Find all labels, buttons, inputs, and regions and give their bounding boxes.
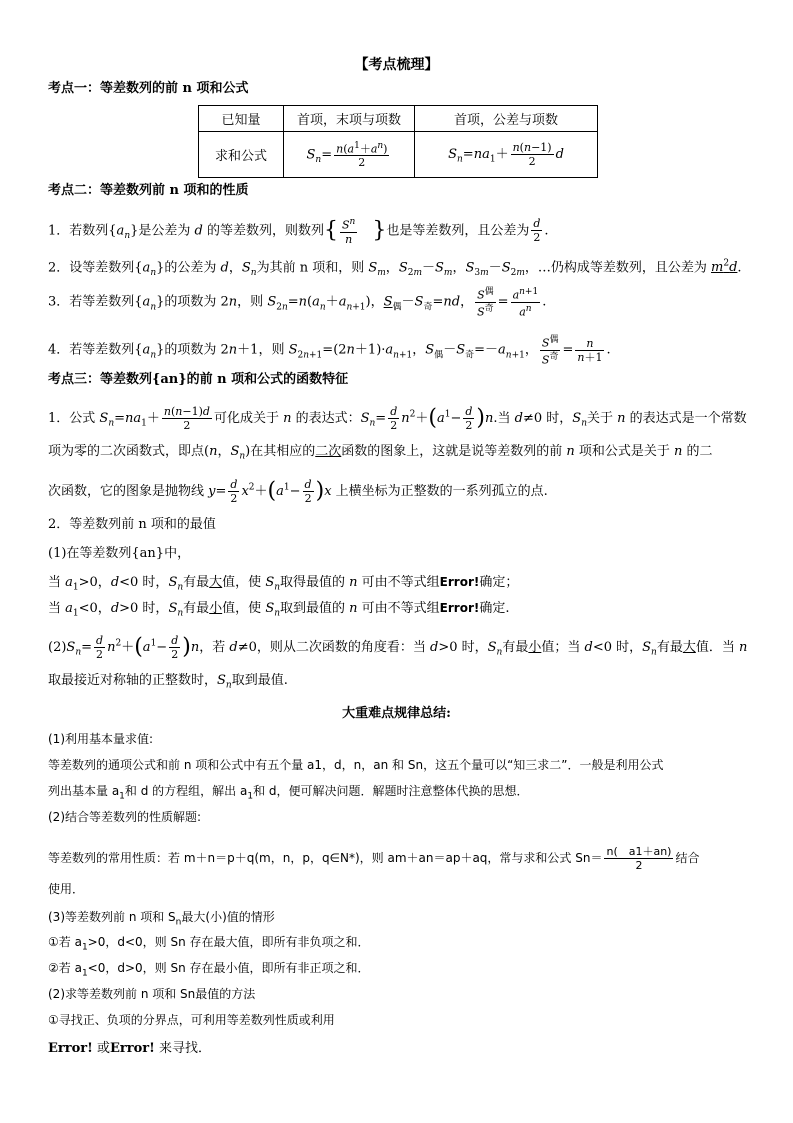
kp3-p1-line3: 次函数，它的图象是抛物线 y= $\frac{d}{2}$ $x^2+(a^1-$ $\frac{d}{2}$ )x 上横坐标为正整数的一系列孤立的点.: [48, 478, 548, 505]
summary-s4-b: Error! 或Error! 来寻找．: [48, 1041, 211, 1056]
kp3-p2-case1: 当 $a_1>0$，d<0 时，$S_n$有最大值，使 $S_n$取得最值的 n 可由不等式组Error!确定；: [48, 575, 519, 593]
kp2-item2: 2．设等差数列$\{a_n\}$的公差为 d，$S_n$为其前 n 项和，则 $S_m$，$S_{2m}-S_m$，$S_{3m}-S_{2m}$，…仍构成等差数列，且公差为 $m^2d$.: [48, 259, 742, 278]
kp1-heading: 考点一：等差数列的前 n 项和公式: [48, 81, 249, 96]
summary-s3-a: ①若 $a_1>0$，d<0，则 Sn 存在最大值，即所有非负项之和．: [48, 935, 370, 953]
summary-s4-a: ①寻找正、负项的分界点，可利用等差数列性质或利用: [48, 1013, 335, 1027]
summary-s2-text-line2: 使用．: [48, 882, 85, 896]
kp2-item3: 3．若等差数列$\{a_n\}$的项数为 2n，则 $S_{2n}=n(a_n+a_{n+1})$，$S_偶-S_奇=nd$， $\frac{S^偶}{S^奇}$ = $\frac{a^{n+1}}{a^n}$ .: [48, 287, 547, 319]
kp3-p1-line1: 1．公式 $S_n=na_1+$ $\frac{n(n-1)d}{2}$ 可化成关于 n 的表达式：$S_n=$ $\frac{d}{2}$ $n^2+(a^1-$ $\frac{d}{2}$ )n.当 d≠0 时，$S_n$关于 n 的表达式是一个常数: [48, 405, 747, 432]
kp3-p2-sub2-line2: 取最接近对称轴的正整数时，$S_n$取到最值.: [48, 673, 288, 691]
table-header-first-last: 首项，末项与项数: [284, 106, 415, 132]
summary-s1-text-line2: 列出基本量 $a_1$和 d 的方程组，解出 $a_1$和 d，便可解决问题．解题时注意整体代换的思想．: [48, 784, 529, 802]
formula-cell-2: $S_n=na_1+$ $\frac{n(n-1)}{2}$ d: [415, 132, 598, 178]
summary-s1-text-line1: 等差数列的通项公式和前 n 项和公式中有五个量 a1，d，n，an 和 Sn，这五个量可以“知三求二”．一般是利用公式: [48, 758, 664, 772]
kp3-p2-sub1: (1)在等差数列{an}中，: [48, 546, 191, 561]
kp3-p2-title: 2．等差数列前 n 项和的最值: [48, 517, 216, 532]
kp3-p2-sub2-line1: $(2)S_n=$ $\frac{d}{2}$ $n^2+(a^1-$ $\frac{d}{2}$ )n，若 d≠0，则从二次函数的角度看：当 d>0 时，$S_n$有最小值；当 d<0 时，$S_n$有最大值．当 n: [48, 634, 748, 661]
summary-s2-title: (2)结合等差数列的性质解题:: [48, 810, 202, 824]
table-header-known: 已知量: [199, 106, 284, 132]
summary-title: 大重难点规律总结:: [342, 706, 451, 721]
formula-cell-1: $S_n=$ $\frac{n(a^1+a^n)}{2}$: [284, 132, 415, 178]
kp3-heading: 考点三：等差数列{an}的前 n 项和公式的函数特征: [48, 372, 349, 387]
summary-s4-title: (2)求等差数列前 n 项和 Sn最值的方法: [48, 987, 256, 1001]
summary-s3-b: ②若 $a_1<0$，d>0，则 Sn 存在最小值，即所有非正项之和．: [48, 961, 370, 979]
kp2-heading: 考点二：等差数列前 n 项和的性质: [48, 183, 249, 198]
kp3-p2-case2: 当 $a_1<0$，d>0 时，$S_n$有最小值，使 $S_n$取到最值的 n 可由不等式组Error!确定.: [48, 601, 510, 619]
table-row-label: 求和公式: [199, 132, 284, 178]
summary-s3-title: (3)等差数列前 n 项和 $S_n$最大(小)值的情形: [48, 910, 275, 928]
table-header-first-diff: 首项，公差与项数: [415, 106, 598, 132]
kp2-item4: 4．若等差数列$\{a_n\}$的项数为 2n＋1，则 $S_{2n+1}=(2n+1)\cdot a_{n+1}$，$S_偶-S_奇=-a_{n+1}$， $\frac{S^偶}{S^奇}$ = $\frac{n}{n+1}$ .: [48, 335, 611, 367]
summary-s2-text-line1: 等差数列的常用性质：若 m＋n＝p＋q(m，n，p，q∈N*)，则 am＋an＝ap＋aq，常与求和公式 Sn＝ $\frac{n( a1+an)}{2}$ 结合: [48, 845, 700, 872]
page-title: 【考点梳理】: [354, 57, 439, 73]
kp2-item1: 1．若数列$\{a_n\}$是公差为 d 的等差数列，则数列{ $\frac{S^n}{n}$ }也是等差数列，且公差为 $\frac{d}{2}$ .: [48, 217, 549, 246]
summary-s1-title: (1)利用基本量求值:: [48, 732, 154, 746]
kp3-p1-line2: 项为零的二次函数式，即点(n，$S_n$)在其相应的二次函数的图象上，这就是说等差数列的前 n 项和公式是关于 n 的二: [48, 444, 713, 462]
sum-formula-table: [198, 105, 598, 178]
